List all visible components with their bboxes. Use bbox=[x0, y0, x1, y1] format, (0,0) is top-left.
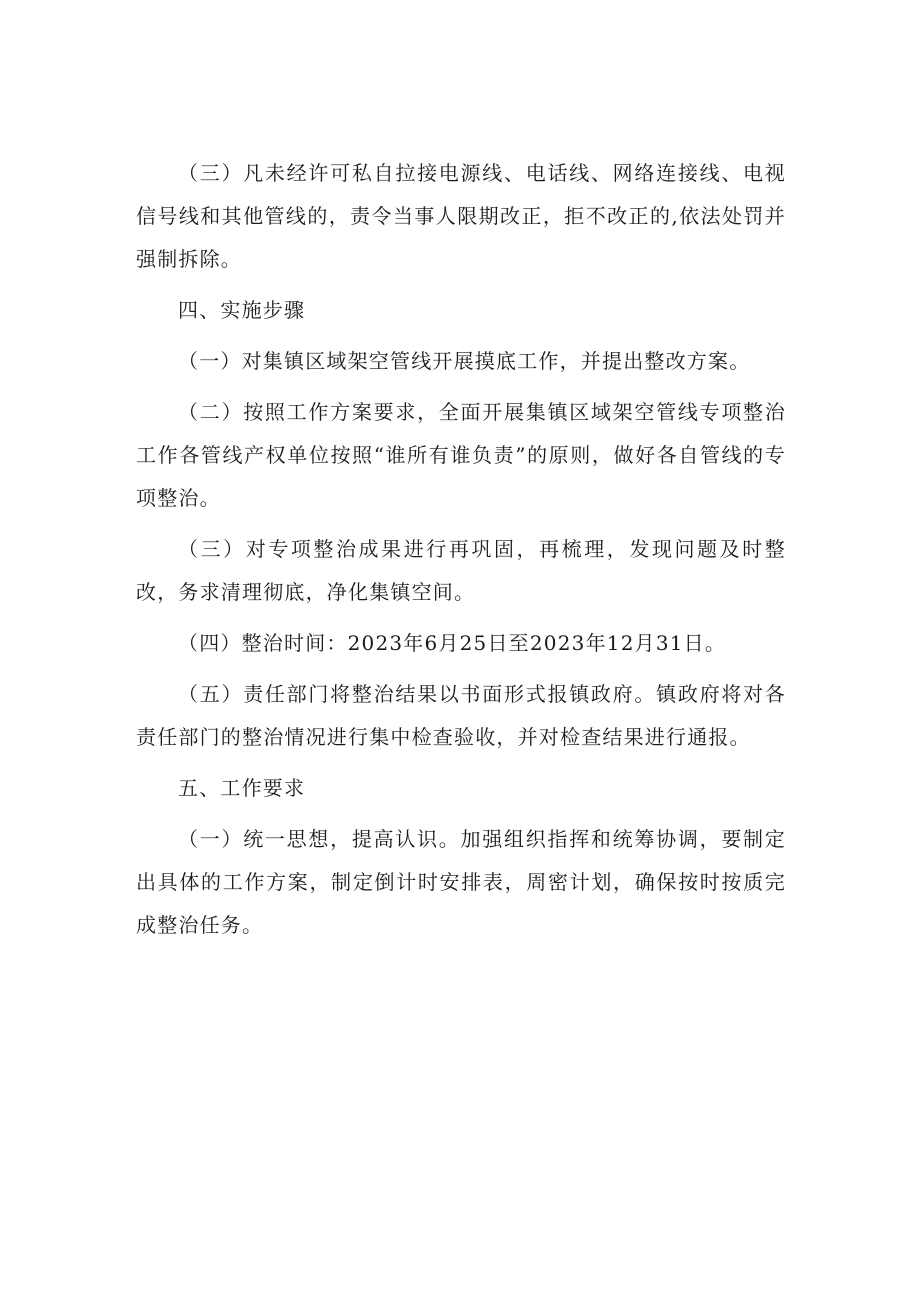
section-heading-steps: 四、实施步骤 bbox=[178, 298, 306, 322]
paragraph-step-5: （五）责任部门将整治结果以书面形式报镇政府。镇政府将对各责任部门的整治情况进行集中检查验收，并对检查结果进行通报。 bbox=[136, 682, 786, 749]
paragraph-step-1: （一）对集镇区域架空管线开展摸底工作，并提出整改方案。 bbox=[178, 349, 751, 373]
paragraph-step-4-schedule: （四）整治时间：2023年6月25日至2023年12月31日。 bbox=[178, 631, 727, 655]
paragraph-step-3: （三）对专项整治成果进行再巩固，再梳理，发现问题及时整改，务求清理彻底，净化集镇空间。 bbox=[136, 537, 786, 604]
paragraph-item-3-removal: （三）凡未经许可私自拉接电源线、电话线、网络连接线、电视信号线和其他管线的，责令当事人限期改正，拒不改正的,依法处罚并强制拆除。 bbox=[136, 161, 786, 271]
paragraph-requirement-1: （一）统一思想，提高认识。加强组织指挥和统筹协调，要制定出具体的工作方案，制定倒计时安排表，周密计划，确保按时按质完成整治任务。 bbox=[136, 827, 786, 937]
section-heading-requirements: 五、工作要求 bbox=[178, 776, 306, 800]
document-body bbox=[136, 152, 786, 947]
paragraph-step-2: （二）按照工作方案要求，全面开展集镇区域架空管线专项整治工作各管线产权单位按照“谁所有谁负责”的原则，做好各自管线的专项整治。 bbox=[136, 400, 786, 510]
